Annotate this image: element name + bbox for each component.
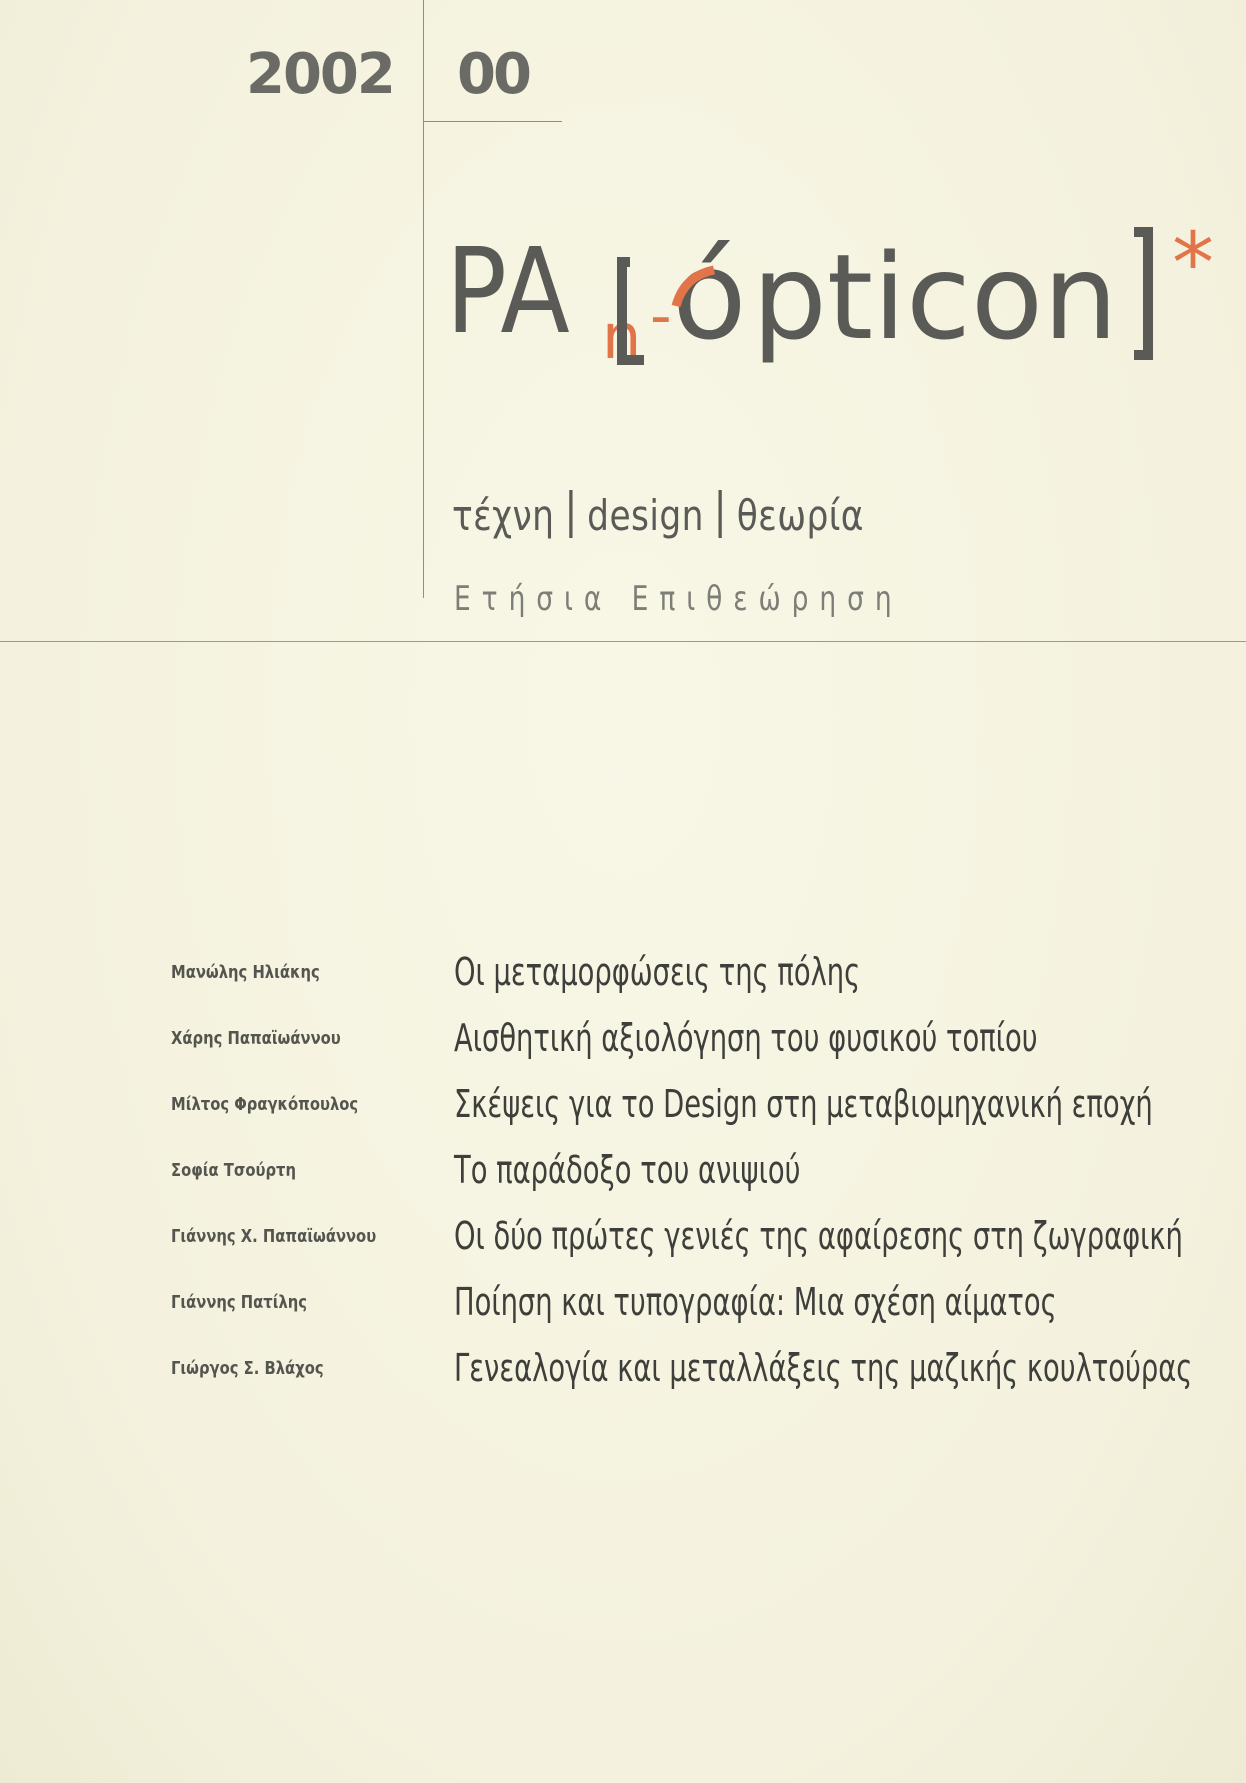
- toc-row: [0, 1082, 1246, 1148]
- toc-author: Γιώργος Σ. Βλάχος: [171, 1358, 324, 1379]
- logo-asterisk: *: [1172, 214, 1214, 312]
- logo-text-pa: PA: [445, 222, 570, 360]
- journal-logo: [444, 210, 1234, 370]
- toc-row: [0, 950, 1246, 1016]
- subtitle: Ετήσια Επιθεώρηση: [454, 579, 903, 619]
- header-underline: [424, 121, 562, 122]
- logo-text-n: n: [602, 300, 642, 370]
- toc-row: [0, 1280, 1246, 1346]
- toc-title: Ποίηση και τυπογραφία: Μια σχέση αίματος: [454, 1280, 1057, 1324]
- toc-row: [0, 1148, 1246, 1214]
- toc-author: Γιάννης Πατίλης: [171, 1292, 308, 1313]
- tagline-theory: θεωρία: [736, 491, 864, 540]
- toc-title: Οι μεταμορφώσεις της πόλης: [454, 950, 861, 994]
- tagline-design: design: [587, 491, 704, 540]
- tagline-separator: [569, 490, 572, 538]
- logo-bracket-right: [1134, 232, 1148, 355]
- toc-row: [0, 1016, 1246, 1082]
- toc-title: Το παράδοξο του ανιψιού: [454, 1148, 801, 1192]
- year: 2002: [246, 42, 394, 107]
- toc-row: [0, 1346, 1246, 1412]
- tagline-separator: [719, 490, 722, 538]
- logo-text-pticon: pticon: [752, 228, 1118, 366]
- vertical-divider: [423, 0, 424, 598]
- toc-row: [0, 1214, 1246, 1280]
- toc-author: Μανώλης Ηλιάκης: [171, 962, 320, 983]
- tagline-art: τέχνη: [452, 491, 555, 540]
- logo-text-hyphen: -: [650, 281, 672, 351]
- horizontal-divider: [0, 641, 1246, 642]
- toc-author: Σοφία Τσούρτη: [171, 1160, 296, 1181]
- logo-text-o-accent: ό: [672, 225, 747, 367]
- tagline: [452, 490, 864, 540]
- toc-title: Αισθητική αξιολόγηση του φυσικού τοπίου: [454, 1016, 1038, 1060]
- toc-title: Γενεαλογία και μεταλλάξεις της μαζικής κουλτούρας: [454, 1346, 1193, 1390]
- issue-number: 00: [457, 42, 529, 107]
- toc-author: Χάρης Παπαϊωάννου: [171, 1028, 341, 1049]
- toc-title: Σκέψεις για το Design στη μεταβιομηχανική εποχή: [454, 1082, 1153, 1126]
- toc-title: Οι δύο πρώτες γενιές της αφαίρεσης στη ζωγραφική: [454, 1214, 1183, 1258]
- toc-author: Μίλτος Φραγκόπουλος: [171, 1094, 359, 1115]
- table-of-contents: [0, 950, 1246, 1412]
- toc-author: Γιάννης Χ. Παπαϊωάννου: [171, 1226, 377, 1247]
